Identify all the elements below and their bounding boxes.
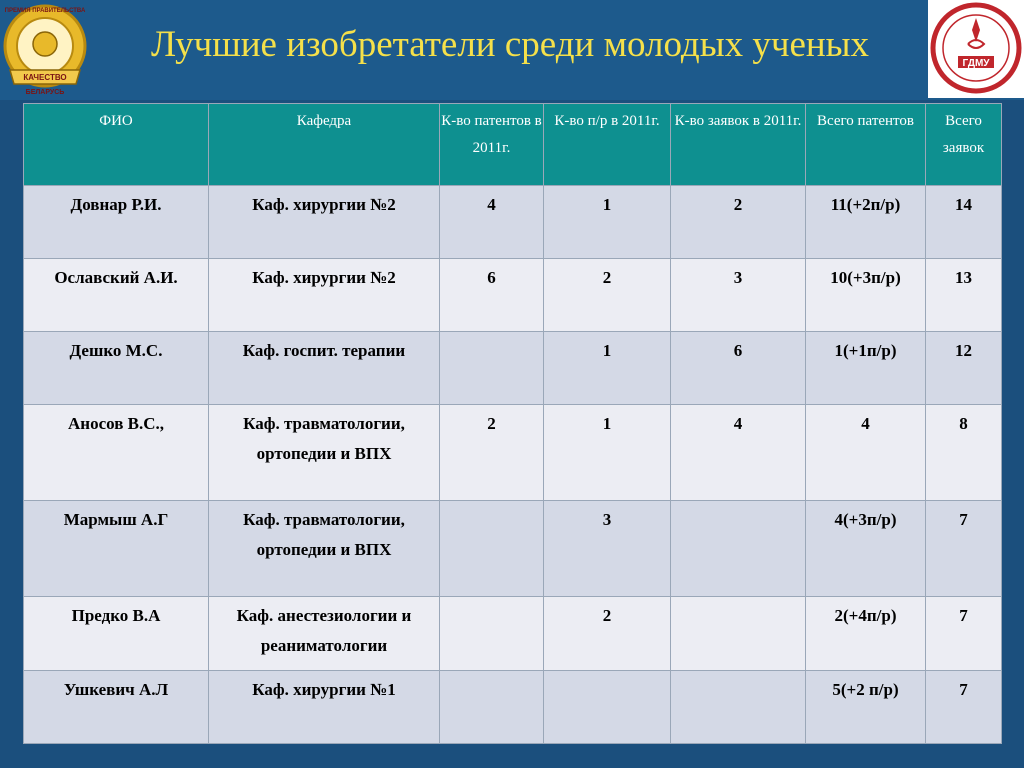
cell-patents xyxy=(440,671,544,744)
logo-left-text-country: БЕЛАРУСЬ xyxy=(25,89,65,96)
logo-right-text: ГДМУ xyxy=(962,58,990,69)
cell-patents: 6 xyxy=(440,259,544,332)
cell-applications: 6 xyxy=(671,332,806,405)
cell-total-applications: 7 xyxy=(926,501,1002,597)
cell-pr: 2 xyxy=(544,597,671,671)
header-total-applications: Всего заявок xyxy=(926,104,1002,186)
cell-total-patents: 4(+3п/р) xyxy=(806,501,926,597)
cell-patents xyxy=(440,332,544,405)
cell-applications xyxy=(671,597,806,671)
cell-total-applications: 8 xyxy=(926,405,1002,501)
cell-department: Каф. травматологии, ортопедии и ВПХ xyxy=(209,501,440,597)
cell-name: Ушкевич А.Л xyxy=(24,671,209,744)
header-total-patents: Всего патентов xyxy=(806,104,926,186)
table-row xyxy=(24,671,1002,744)
table-row xyxy=(24,405,1002,501)
cell-department: Каф. хирургии №2 xyxy=(209,186,440,259)
cell-patents xyxy=(440,597,544,671)
cell-applications: 4 xyxy=(671,405,806,501)
logo-left-text-quality: КАЧЕСТВО xyxy=(23,73,67,82)
cell-total-applications: 14 xyxy=(926,186,1002,259)
logo-left-text-award: ПРЕМИЯ ПРАВИТЕЛЬСТВА xyxy=(4,8,86,14)
table-row xyxy=(24,501,1002,597)
cell-applications: 3 xyxy=(671,259,806,332)
cell-patents xyxy=(440,501,544,597)
cell-patents: 4 xyxy=(440,186,544,259)
table-row xyxy=(24,186,1002,259)
cell-applications xyxy=(671,671,806,744)
cell-name: Мармыш А.Г xyxy=(24,501,209,597)
cell-pr xyxy=(544,671,671,744)
table-row xyxy=(24,332,1002,405)
cell-total-patents: 2(+4п/р) xyxy=(806,597,926,671)
government-award-logo xyxy=(0,0,90,98)
cell-pr: 2 xyxy=(544,259,671,332)
cell-pr: 1 xyxy=(544,186,671,259)
table-row xyxy=(24,597,1002,671)
cell-name: Предко В.А xyxy=(24,597,209,671)
cell-total-patents: 10(+3п/р) xyxy=(806,259,926,332)
cell-name: Довнар Р.И. xyxy=(24,186,209,259)
header-pr-2011: К-во п/р в 2011г. xyxy=(544,104,671,186)
cell-total-applications: 7 xyxy=(926,671,1002,744)
cell-pr: 3 xyxy=(544,501,671,597)
cell-pr: 1 xyxy=(544,332,671,405)
cell-applications: 2 xyxy=(671,186,806,259)
header-department: Кафедра xyxy=(209,104,440,186)
cell-department: Каф. анестезиологии и реаниматологии xyxy=(209,597,440,671)
cell-total-patents: 11(+2п/р) xyxy=(806,186,926,259)
cell-total-patents: 4 xyxy=(806,405,926,501)
cell-total-patents: 5(+2 п/р) xyxy=(806,671,926,744)
cell-total-applications: 13 xyxy=(926,259,1002,332)
cell-department: Каф. хирургии №2 xyxy=(209,259,440,332)
inventors-table xyxy=(23,103,1002,744)
cell-department: Каф. хирургии №1 xyxy=(209,671,440,744)
university-logo xyxy=(928,0,1024,98)
cell-department: Каф. травматологии, ортопедии и ВПХ xyxy=(209,405,440,501)
cell-total-applications: 7 xyxy=(926,597,1002,671)
cell-name: Дешко М.С. xyxy=(24,332,209,405)
table-row xyxy=(24,259,1002,332)
cell-name: Аносов В.С., xyxy=(24,405,209,501)
cell-department: Каф. госпит. терапии xyxy=(209,332,440,405)
header-name: ФИО xyxy=(24,104,209,186)
cell-pr: 1 xyxy=(544,405,671,501)
cell-total-patents: 1(+1п/р) xyxy=(806,332,926,405)
header-patents-2011: К-во патентов в 2011г. xyxy=(440,104,544,186)
page-title: Лучшие изобретатели среди молодых ученых xyxy=(150,24,870,65)
cell-patents: 2 xyxy=(440,405,544,501)
table-header-row xyxy=(24,104,1002,186)
cell-total-applications: 12 xyxy=(926,332,1002,405)
cell-applications xyxy=(671,501,806,597)
header-applications-2011: К-во заявок в 2011г. xyxy=(671,104,806,186)
cell-name: Ославский А.И. xyxy=(24,259,209,332)
